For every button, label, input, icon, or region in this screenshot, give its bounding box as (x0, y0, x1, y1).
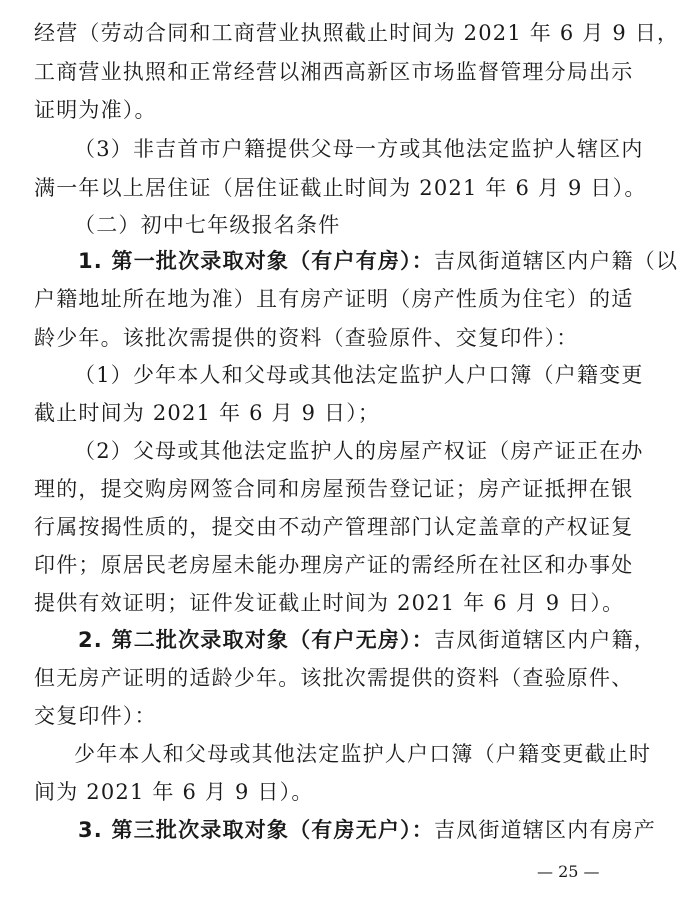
text-line: 满一年以上居住证（居住证截止时间为 2021 年 6 月 9 日）。 (34, 176, 647, 200)
text-line: 间为 2021 年 6 月 9 日）。 (34, 780, 314, 804)
text-line: （1）少年本人和父母或其他法定监护人户口簿（户籍变更 (74, 363, 644, 387)
batch-3-label: 3. 第三批次录取对象（有房无户）： (78, 818, 434, 842)
page-number: — 25 — (537, 862, 600, 881)
batch-2-line (78, 627, 656, 653)
text-line: 少年本人和父母或其他法定监护人户口簿（户籍变更截止时 (74, 742, 652, 766)
text-line: 理的，提交购房网签合同和房屋预告登记证；房产证抵押在银 (34, 477, 634, 501)
text-line: 交复印件）： (34, 704, 157, 728)
batch-3-text: 吉凤街道辖区内有房产 (434, 818, 656, 842)
text-line: （2）父母或其他法定监护人的房屋产权证（房产证正在办 (74, 439, 644, 463)
text-line: 截止时间为 2021 年 6 月 9 日）； (34, 401, 381, 425)
batch-2-text: 吉凤街道辖区内户籍， (434, 628, 656, 652)
text-line: 提供有效证明；证件发证截止时间为 2021 年 6 月 9 日）。 (34, 591, 625, 615)
section-heading: （二）初中七年级报名条件 (74, 213, 341, 237)
batch-2-label: 2. 第二批次录取对象（有户无房）： (78, 628, 434, 652)
batch-1-text: 吉凤街道辖区内户籍（以 (434, 249, 679, 273)
text-line: （3）非吉首市户籍提供父母一方或其他法定监护人辖区内 (74, 137, 644, 161)
text-line: 印件；原居民老房屋未能办理房产证的需经所在社区和办事处 (34, 553, 634, 577)
text-line: 经营（劳动合同和工商营业执照截止时间为 2021 年 6 月 9 日， (34, 21, 679, 45)
text-line: 户籍地址所在地为准）且有房产证明（房产性质为住宅）的适 (34, 287, 634, 311)
text-line: 证明为准）。 (34, 98, 157, 122)
text-line: 行属按揭性质的，提交由不动产管理部门认定盖章的产权证复 (34, 515, 634, 539)
text-line: 工商营业执照和正常经营以湘西高新区市场监督管理分局出示 (34, 60, 634, 84)
text-line: 龄少年。该批次需提供的资料（查验原件、交复印件）： (34, 326, 579, 350)
batch-3-line (78, 817, 656, 843)
text-line: 但无房产证明的适龄少年。该批次需提供的资料（查验原件、 (34, 666, 634, 690)
batch-1-line (78, 248, 679, 274)
batch-1-label: 1. 第一批次录取对象（有户有房）： (78, 249, 434, 273)
